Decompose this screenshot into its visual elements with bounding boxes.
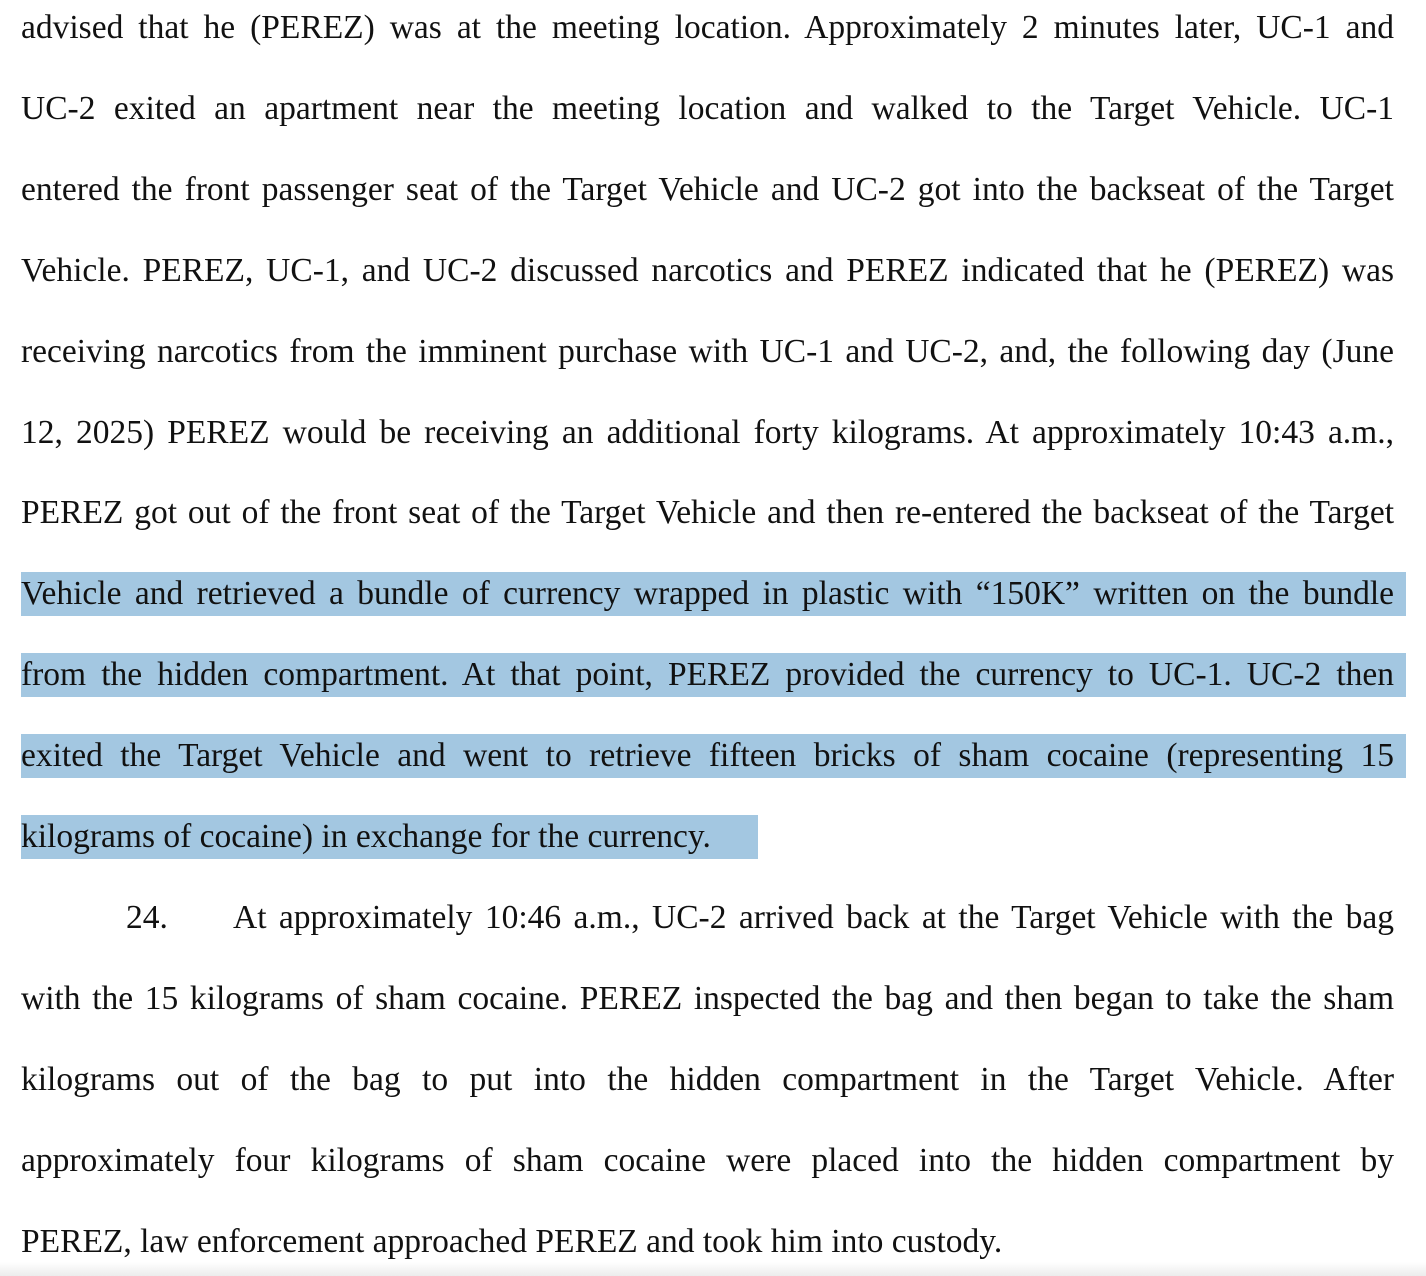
page-bottom-edge (0, 1262, 1426, 1276)
text-line: approximately four kilograms of sham cocaine were placed into the hidden compartment by (21, 1142, 1394, 1179)
highlighted-text-line[interactable]: from the hidden compartment. At that point, PEREZ provided the currency to UC-1. UC-2 then (21, 653, 1406, 697)
paragraph-first-line-text: At approximately 10:46 a.m., UC-2 arrived back at the Target Vehicle with the bag (233, 899, 1394, 936)
text-line: UC-2 exited an apartment near the meeting location and walked to the Target Vehicle. UC-1 (21, 90, 1394, 127)
text-line: PEREZ got out of the front seat of the Target Vehicle and then re-entered the backseat of the Target (21, 494, 1394, 531)
highlighted-text-line[interactable]: kilograms of cocaine) in exchange for the currency. (21, 815, 758, 859)
text-line: advised that he (PEREZ) was at the meeting location. Approximately 2 minutes later, UC-1 and (21, 9, 1394, 46)
paragraph-number: 24. (126, 899, 168, 936)
highlighted-text-line[interactable]: Vehicle and retrieved a bundle of currency wrapped in plastic with “150K” written on the bundle (21, 572, 1406, 616)
highlighted-text-line[interactable]: exited the Target Vehicle and went to retrieve fifteen bricks of sham cocaine (representing 15 (21, 734, 1406, 778)
text-line: receiving narcotics from the imminent purchase with UC-1 and UC-2, and, the following day (June (21, 333, 1394, 370)
paragraph-24-first-line (0, 896, 1426, 940)
text-line: PEREZ, law enforcement approached PEREZ and took him into custody. (21, 1223, 1003, 1260)
text-line: with the 15 kilograms of sham cocaine. PEREZ inspected the bag and then began to take the sham (21, 980, 1394, 1017)
text-line: kilograms out of the bag to put into the hidden compartment in the Target Vehicle. After (21, 1061, 1394, 1098)
text-line: 12, 2025) PEREZ would be receiving an additional forty kilograms. At approximately 10:43 a.m., (21, 414, 1394, 451)
text-line: entered the front passenger seat of the Target Vehicle and UC-2 got into the backseat of the Target (21, 171, 1394, 208)
text-line: Vehicle. PEREZ, UC-1, and UC-2 discussed narcotics and PEREZ indicated that he (PEREZ) was (21, 252, 1394, 289)
